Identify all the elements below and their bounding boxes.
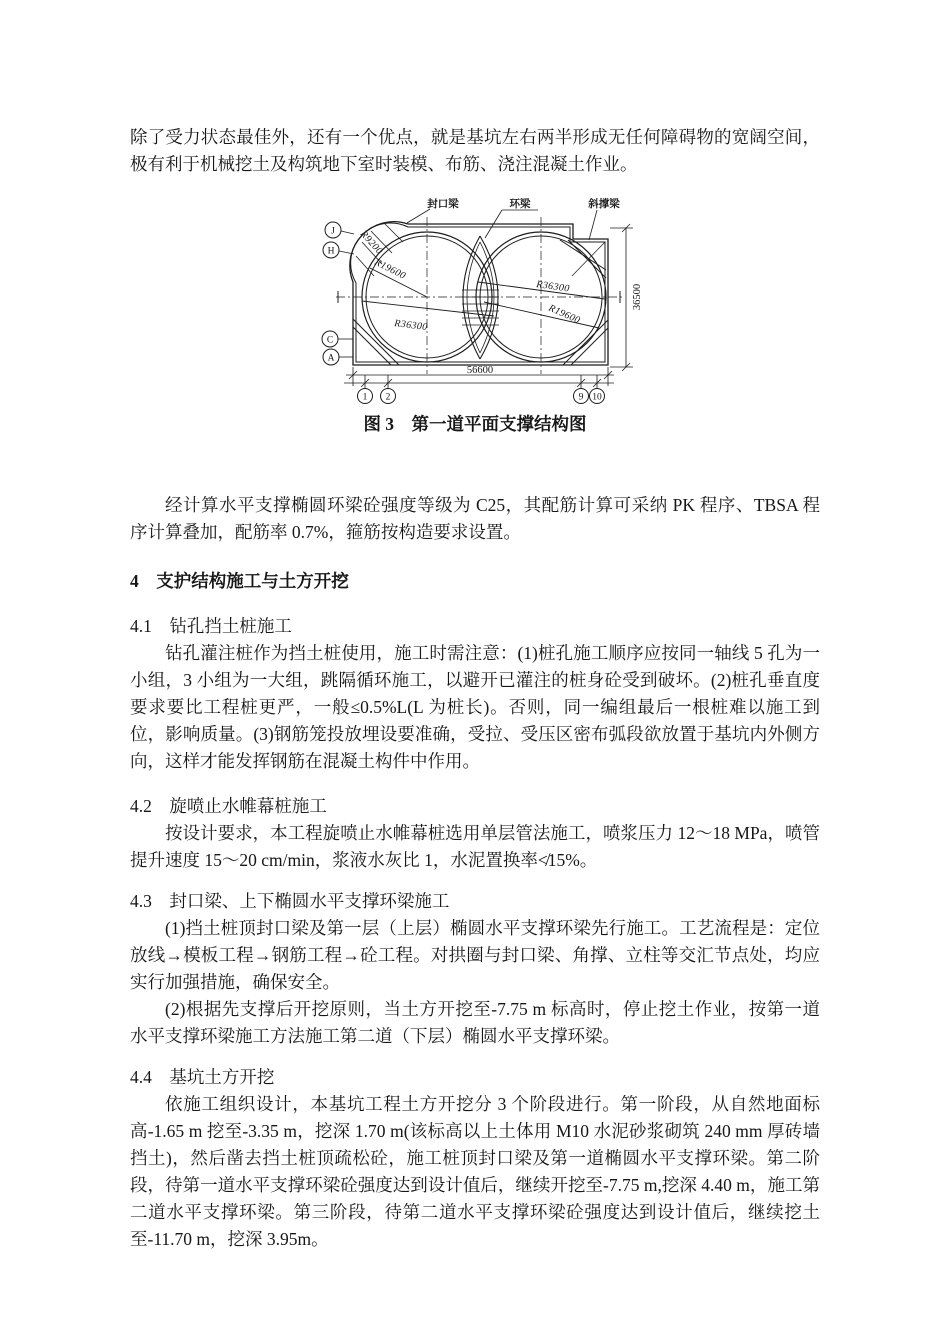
axis-letter-h: H xyxy=(327,246,335,257)
axis-number-10: 10 xyxy=(592,392,602,403)
label-diagonal-brace-beam: 斜撑梁 xyxy=(588,199,620,210)
right-dimension xyxy=(610,224,633,371)
axis-number-2: 2 xyxy=(385,392,391,403)
support-structure-diagram xyxy=(308,192,658,407)
section-4-2-heading: 4.2 旋喷止水帷幕桩施工 xyxy=(130,796,327,816)
section-4-3-heading: 4.3 封口梁、上下椭圆水平支撑环梁施工 xyxy=(130,891,450,911)
axis-number-9: 9 xyxy=(578,392,584,403)
dimension-horizontal: 56600 xyxy=(466,365,494,376)
section-4-1-heading: 4.1 钻孔挡土桩施工 xyxy=(130,616,292,636)
axis-letter-c: C xyxy=(326,335,334,346)
axis-letter-a: A xyxy=(327,353,335,364)
radius-label-right-inner: R19600 xyxy=(546,302,582,327)
section-4-heading: 4 支护结构施工与土方开挖 xyxy=(130,571,349,591)
intro-paragraph: 除了受力状态最佳外，还有一个优点，就是基坑左右两半形成无任何障碍物的宽阔空间，极有利于机械挖土及构筑地下室时装模、布筋、浇注混凝土作业。 xyxy=(130,127,820,174)
label-ring-beam: 环梁 xyxy=(509,199,531,210)
section-4-4-body: 依施工组织设计，本基坑工程土方开挖分 3 个阶段进行。第一阶段，从自然地面标高-1.65 m 挖至-3.35 m，挖深 1.70 m(该标高以上土体用 M10 水泥砂浆砌筑 240 mm 厚砖墙挡土)，然后凿去挡土桩顶疏松砼，施工桩顶封口梁及第一道椭圆水平支撑环梁。第二阶段，待第一道水平支撑环梁砼强度达到设计值后，继续开挖至-7.75 m,挖深 4.40 m，施工第二道水平支撑环梁。第三阶段，待第二道水平支撑环梁砼强度达到设计值后，继续挖土至-11.70 m，挖深 3.95m。 xyxy=(130,1094,820,1249)
section-4-3-para2: (2)根据先支撑后开挖原则，当土方开挖至-7.75 m 标高时，停止挖土作业，按第一道水平支撑环梁施工方法施工第二道（下层）椭圆水平支撑环梁。 xyxy=(130,999,820,1046)
axis-number-bubbles xyxy=(358,389,605,404)
section-4-2-body: 按设计要求，本工程旋喷止水帷幕桩选用单层管法施工，喷浆压力 12～18 MPa，喷管提升速度 15～20 cm/min，浆液水灰比 1，水泥置换率≮15%。 xyxy=(130,823,820,870)
radius-label-right-outer: R36300 xyxy=(535,279,571,295)
label-seal-beam: 封口梁 xyxy=(427,199,459,210)
figure-3 xyxy=(130,192,820,438)
section-4-3-para1: (1)挡土桩顶封口梁及第一层（上层）椭圆水平支撑环梁先行施工。工艺流程是：定位放线→模板工程→钢筋工程→砼工程。对拱圈与封口梁、角撑、立柱等交汇节点处，均应实行加强措施，确保安全。 xyxy=(130,918,820,992)
dimension-vertical: 36500 xyxy=(632,283,643,311)
figure-caption: 图 3 第一道平面支撑结构图 xyxy=(363,414,587,434)
section-4-4-heading: 4.4 基坑土方开挖 xyxy=(130,1067,275,1087)
axis-number-1: 1 xyxy=(362,392,368,403)
radius-label-left-outer: R36300 xyxy=(393,318,429,334)
calc-paragraph: 经计算水平支撑椭圆环梁砼强度等级为 C25，其配筋计算可采纳 PK 程序、TBSA 程序计算叠加，配筋率 0.7%，箍筋按构造要求设置。 xyxy=(130,495,820,542)
axis-letter-j: J xyxy=(331,226,335,237)
section-4-1-body: 钻孔灌注桩作为挡土桩使用，施工时需注意：(1)桩孔施工顺序应按同一轴线 5 孔为一小组，3 小组为一大组，跳隔循环施工，以避开已灌注的桩身砼受到破坏。(2)桩孔垂直度要求要比工程桩更严，一般≤0.5%L(L 为桩长)。否则，同一编组最后一根桩难以施工到位，影响质量。(3)钢筋笼投放埋设要准确，受拉、受压区密布弧段欲放置于基坑内外侧方向，这样才能发挥钢筋在混凝土构件中作用。 xyxy=(130,643,820,771)
radius-label-left-inner: R19600 xyxy=(372,256,408,282)
radius-label-corner: R9200 xyxy=(357,228,385,257)
